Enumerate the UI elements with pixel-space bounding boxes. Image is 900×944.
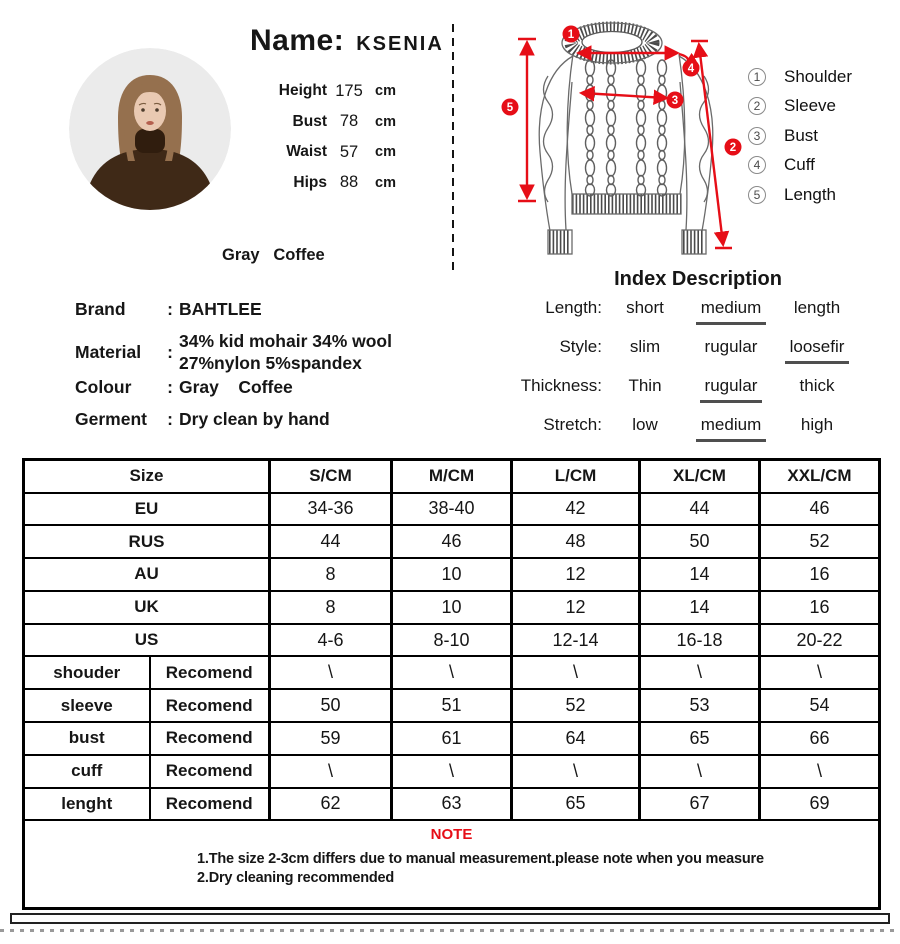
value-cell: 34-36	[270, 493, 392, 526]
color-options: Gray Coffee	[222, 246, 325, 264]
index-description-title: Index Description	[614, 268, 782, 290]
value-cell: 46	[760, 493, 880, 526]
measurement-arrows	[518, 39, 732, 248]
value-cell: 44	[640, 493, 760, 526]
value-cell: 61	[392, 722, 512, 755]
legend-number-badge: 3	[748, 127, 766, 145]
value-cell: 12	[512, 558, 640, 591]
measurement-label: Height	[278, 82, 327, 100]
value-cell: 63	[392, 788, 512, 821]
value-cell: \	[512, 656, 640, 689]
value-cell: 66	[760, 722, 880, 755]
measurement-value: 175	[335, 81, 363, 100]
attribute-value-line: BAHTLEE	[179, 299, 262, 319]
value-cell: \	[392, 755, 512, 788]
legend-row	[748, 92, 852, 122]
value-cell: 14	[640, 591, 760, 624]
value-cell: 62	[270, 788, 392, 821]
row-label-cell: EU	[24, 493, 270, 526]
value-cell: 10	[392, 591, 512, 624]
measurement-label: Waist	[286, 143, 327, 161]
value-cell: \	[392, 656, 512, 689]
index-option: Thin	[628, 376, 662, 395]
product-attributes	[75, 298, 445, 430]
value-cell: 59	[270, 722, 392, 755]
value-cell: 8	[270, 591, 392, 624]
measurement-row	[239, 137, 396, 168]
row-label-cell: cuff	[24, 755, 150, 788]
measurement-value: 88	[339, 173, 359, 192]
callout-1-number: 1	[567, 29, 575, 41]
header-cell: L/CM	[512, 460, 640, 493]
value-cell: 42	[512, 493, 640, 526]
row-sublabel-cell: Recomend	[150, 689, 270, 722]
attribute-colon: :	[167, 341, 173, 362]
row-sublabel-cell: Recomend	[150, 722, 270, 755]
value-cell: 69	[760, 788, 880, 821]
value-cell: 65	[512, 788, 640, 821]
legend-row	[748, 121, 852, 151]
callout-5-number: 5	[506, 102, 514, 114]
measurement-label: Hips	[293, 173, 327, 191]
value-cell: 38-40	[392, 493, 512, 526]
value-cell: 52	[760, 525, 880, 558]
model-measurements-list	[239, 76, 396, 198]
legend-number-badge: 2	[748, 97, 766, 115]
attribute-label: Brand	[75, 298, 126, 319]
sweater-diagram	[460, 12, 750, 262]
measurement-value: 78	[339, 112, 359, 131]
value-cell: 51	[392, 689, 512, 722]
callout-2-number: 2	[729, 142, 737, 154]
table-row	[24, 689, 880, 722]
table-row	[24, 558, 880, 591]
index-option-selected: medium	[696, 296, 766, 325]
value-cell: \	[760, 656, 880, 689]
product-attribute-row	[75, 330, 445, 374]
attribute-value	[179, 298, 262, 320]
attribute-value-line: 27%nylon 5%spandex	[179, 353, 362, 373]
attribute-value	[179, 408, 330, 430]
value-cell: \	[760, 755, 880, 788]
value-cell: \	[512, 755, 640, 788]
product-attribute-row	[75, 376, 445, 398]
legend-label: Cuff	[784, 155, 815, 175]
index-description-rows	[488, 296, 860, 452]
row-label-cell: bust	[24, 722, 150, 755]
row-label-cell: AU	[24, 558, 270, 591]
callout-3-number: 3	[671, 95, 679, 107]
row-label-cell: US	[24, 624, 270, 657]
product-attribute-row	[75, 298, 445, 320]
bottom-bar	[10, 913, 890, 924]
value-cell: 8-10	[392, 624, 512, 657]
value-cell: \	[640, 656, 760, 689]
row-label-cell: sleeve	[24, 689, 150, 722]
product-attribute-row	[75, 408, 445, 430]
note-line: 2.Dry cleaning recommended	[197, 870, 395, 887]
size-table	[22, 458, 881, 910]
header-cell: XL/CM	[640, 460, 760, 493]
value-cell: \	[270, 656, 392, 689]
index-row-label: Length:	[545, 298, 602, 317]
attribute-value	[179, 376, 293, 398]
value-cell: 50	[640, 525, 760, 558]
note-section	[24, 820, 880, 908]
value-cell: 20-22	[760, 624, 880, 657]
table-row	[24, 788, 880, 821]
measurement-unit: cm	[375, 113, 396, 130]
value-cell: 12-14	[512, 624, 640, 657]
index-row	[488, 335, 860, 374]
index-option-selected: medium	[696, 413, 766, 442]
row-sublabel-cell: Recomend	[150, 755, 270, 788]
index-option: high	[800, 415, 834, 434]
measure-legend	[748, 62, 852, 210]
measurement-unit: cm	[375, 144, 396, 161]
name-heading	[250, 24, 444, 58]
row-label-cell: UK	[24, 591, 270, 624]
measurement-unit: cm	[375, 174, 396, 191]
table-row	[24, 624, 880, 657]
value-cell: \	[640, 755, 760, 788]
table-row	[24, 722, 880, 755]
attribute-colon: :	[167, 376, 173, 397]
value-cell: 4-6	[270, 624, 392, 657]
attribute-label: Colour	[75, 376, 132, 397]
attribute-label: Germent	[75, 408, 147, 429]
attribute-colon: :	[167, 298, 173, 319]
index-option: rugular	[704, 337, 758, 356]
index-row-label: Thickness:	[520, 376, 602, 395]
value-cell: 16	[760, 558, 880, 591]
measurement-unit: cm	[375, 83, 396, 100]
index-row-label: Stretch:	[543, 415, 602, 434]
measurement-label: Bust	[292, 112, 327, 130]
measurement-row	[239, 107, 396, 138]
attribute-value-line: 34% kid mohair 34% wool	[179, 331, 392, 351]
legend-label: Shoulder	[784, 66, 853, 86]
legend-number-badge: 4	[748, 156, 766, 174]
value-cell: 14	[640, 558, 760, 591]
index-option: slim	[629, 337, 661, 356]
index-option: short	[626, 298, 664, 317]
attribute-value-line: Gray Coffee	[179, 377, 293, 397]
attribute-label: Material	[75, 341, 142, 362]
index-row	[488, 413, 860, 452]
legend-number-badge: 5	[748, 186, 766, 204]
value-cell: 16-18	[640, 624, 760, 657]
measurement-row	[239, 168, 396, 199]
note-title: NOTE	[430, 826, 473, 844]
callout-4-number: 4	[687, 63, 695, 75]
attribute-value-line: Dry clean by hand	[179, 409, 330, 429]
note-lines	[25, 850, 878, 888]
table-row	[24, 493, 880, 526]
table-row	[24, 525, 880, 558]
index-row-label: Style:	[559, 337, 602, 356]
legend-row	[748, 62, 852, 92]
value-cell: 52	[512, 689, 640, 722]
table-row	[24, 591, 880, 624]
value-cell: 54	[760, 689, 880, 722]
index-option-selected: loosefir	[785, 335, 850, 364]
dotted-separator	[0, 929, 900, 932]
value-cell: 44	[270, 525, 392, 558]
index-option: low	[632, 415, 658, 434]
value-cell: 65	[640, 722, 760, 755]
index-option: thick	[799, 376, 835, 395]
name-value: KSENIA	[356, 33, 444, 55]
row-label-cell: shouder	[24, 656, 150, 689]
table-row	[24, 656, 880, 689]
value-cell: 10	[392, 558, 512, 591]
index-option-selected: rugular	[700, 374, 763, 403]
note-row	[24, 820, 880, 908]
index-option: length	[793, 298, 841, 317]
value-cell: 8	[270, 558, 392, 591]
name-label: Name:	[250, 24, 345, 57]
header-cell: M/CM	[392, 460, 512, 493]
value-cell: \	[270, 755, 392, 788]
row-label-cell: lenght	[24, 788, 150, 821]
header-cell-size: Size	[24, 460, 270, 493]
size-table-header-row	[24, 460, 880, 493]
legend-label: Sleeve	[784, 96, 836, 116]
index-row	[488, 296, 860, 335]
value-cell: 67	[640, 788, 760, 821]
legend-label: Bust	[784, 125, 819, 145]
model-photo	[68, 47, 232, 211]
value-cell: 50	[270, 689, 392, 722]
measurement-value: 57	[339, 142, 359, 161]
measurement-row	[239, 76, 396, 107]
header-cell: XXL/CM	[760, 460, 880, 493]
row-label-cell: RUS	[24, 525, 270, 558]
value-cell: 46	[392, 525, 512, 558]
legend-label: Length	[784, 184, 836, 204]
section-divider	[452, 24, 454, 276]
legend-row	[748, 180, 852, 210]
row-sublabel-cell: Recomend	[150, 788, 270, 821]
note-line: 1.The size 2-3cm differs due to manual measurement.please note when you measure	[197, 851, 764, 868]
legend-number-badge: 1	[748, 68, 766, 86]
row-sublabel-cell: Recomend	[150, 656, 270, 689]
value-cell: 16	[760, 591, 880, 624]
attribute-value	[179, 330, 392, 374]
value-cell: 64	[512, 722, 640, 755]
value-cell: 53	[640, 689, 760, 722]
value-cell: 12	[512, 591, 640, 624]
value-cell: 48	[512, 525, 640, 558]
table-row	[24, 755, 880, 788]
index-row	[488, 374, 860, 413]
attribute-colon: :	[167, 408, 173, 429]
legend-row	[748, 151, 852, 181]
header-cell: S/CM	[270, 460, 392, 493]
